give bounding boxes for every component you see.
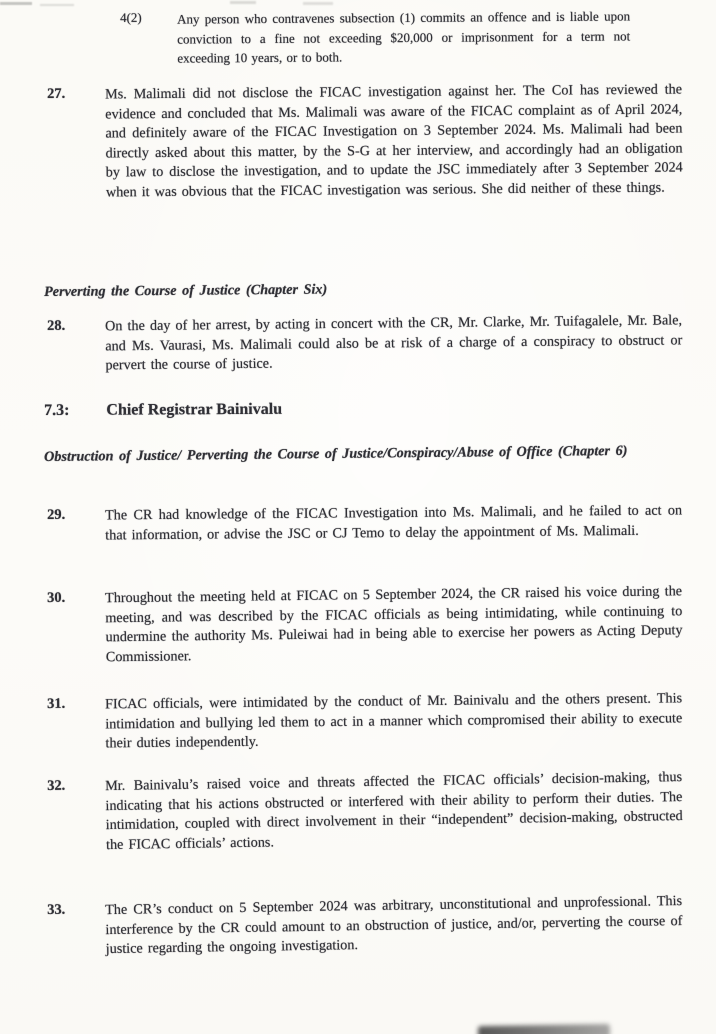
paragraph-text: On the day of her arrest, by acting in concert with the CR, Mr. Clarke, Mr. Tuifagalele, Mr. Bale, and Ms. Vaurasi, Ms. Malimali could also be at risk of a charge of a conspiracy to obstruct or pervert the course of justice.: [105, 312, 683, 374]
paragraph-text: Ms. Malimali did not disclose the FICAC investigation against her. The CoI has reviewed the evidence and concluded that Ms. Malimali was aware of the FICAC complaint as of April 2024, and definitely aware of the FICAC Investigation on 3 September 2024. Ms. Malimali had been directly asked about this matter, by the S-G at her interview, and accordingly had an obligation by law to disclose the investigation, and to update the JSC immediately after 3 September 2024 when it was obvious that the FICAC investigation was serious. She did neither of these things.: [105, 81, 683, 200]
section-number: 7.3:: [44, 401, 70, 419]
scan-artifact-dash: [0, 2, 32, 5]
scan-artifact-dash: [230, 1, 256, 4]
paragraph-33: [47, 892, 685, 960]
paragraph-text: The CR’s conduct on 5 September 2024 was arbitrary, unconstitutional and unprofessional. This interference by the CR could amount to an obstruction of justice, and/or, perverting the course of justice regarding the ongoing investigation.: [105, 893, 683, 958]
paragraph-32: [47, 768, 685, 856]
paragraph-number: 32.: [47, 777, 66, 794]
paragraph-31: [47, 689, 685, 754]
heading-obstruction-of-justice: Obstruction of Justice/ Perverting the Course of Justice/Conspiracy/Abuse of Office (Chapter 6): [44, 442, 628, 465]
paragraph-number: 31.: [47, 695, 66, 712]
heading-perverting-course-of-justice: Perverting the Course of Justice (Chapter Six): [44, 281, 328, 300]
clause-text: Any person who contravenes subsection (1) commits an offence and is liable upon conviction to a fine not exceeding $20,000 or imprisonment for a term not exceeding 10 years, or to both.: [177, 8, 631, 66]
paragraph-text: Mr. Bainivalu’s raised voice and threats affected the FICAC officials’ decision-making, thus indicating that his actions obstructed or interfered with their ability to perform their duties. The intimidation, coupled with direct involvement in their “independent” decision-making, obstructed the FICAC officials’ actions.: [105, 769, 683, 853]
section-title: Chief Registrar Bainivalu: [106, 400, 283, 419]
paragraph-text: FICAC officials, were intimidated by the conduct of Mr. Bainivalu and the others present. This intimidation and bullying led them to act in a manner which compromised their ability to execute their duties independently.: [105, 690, 683, 752]
scan-artifact-dash: [40, 4, 74, 6]
paragraph-text: Throughout the meeting held at FICAC on 5 September 2024, the CR raised his voice during the meeting, and was described by the FICAC officials as being intimidating, while continuing to undermine the authority Ms. Puleiwai had in being able to exercise her powers as Acting Deputy Commissioner.: [105, 583, 683, 665]
section-heading-7-3: [44, 401, 282, 420]
paragraph-number: 28.: [47, 317, 66, 334]
paragraph-27: [47, 80, 685, 203]
scan-artifact-dash: [303, 2, 333, 5]
paragraph-number: 33.: [47, 901, 66, 918]
paragraph-28: [47, 311, 685, 376]
clause-number: 4(2): [120, 9, 142, 25]
paragraph-number: 30.: [47, 589, 66, 606]
paragraph-number: 27.: [47, 85, 66, 102]
statute-clause-4-2: [120, 6, 632, 68]
paragraph-30: [47, 582, 685, 668]
scan-artifact-bottom-bar: [478, 1024, 610, 1034]
paragraph-number: 29.: [47, 506, 66, 523]
paragraph-29: [47, 501, 684, 546]
paragraph-text: The CR had knowledge of the FICAC Investigation into Ms. Malimali, and he failed to act on that information, or advise the JSC or CJ Temo to delay the appointment of Ms. Malimali.: [105, 502, 683, 543]
